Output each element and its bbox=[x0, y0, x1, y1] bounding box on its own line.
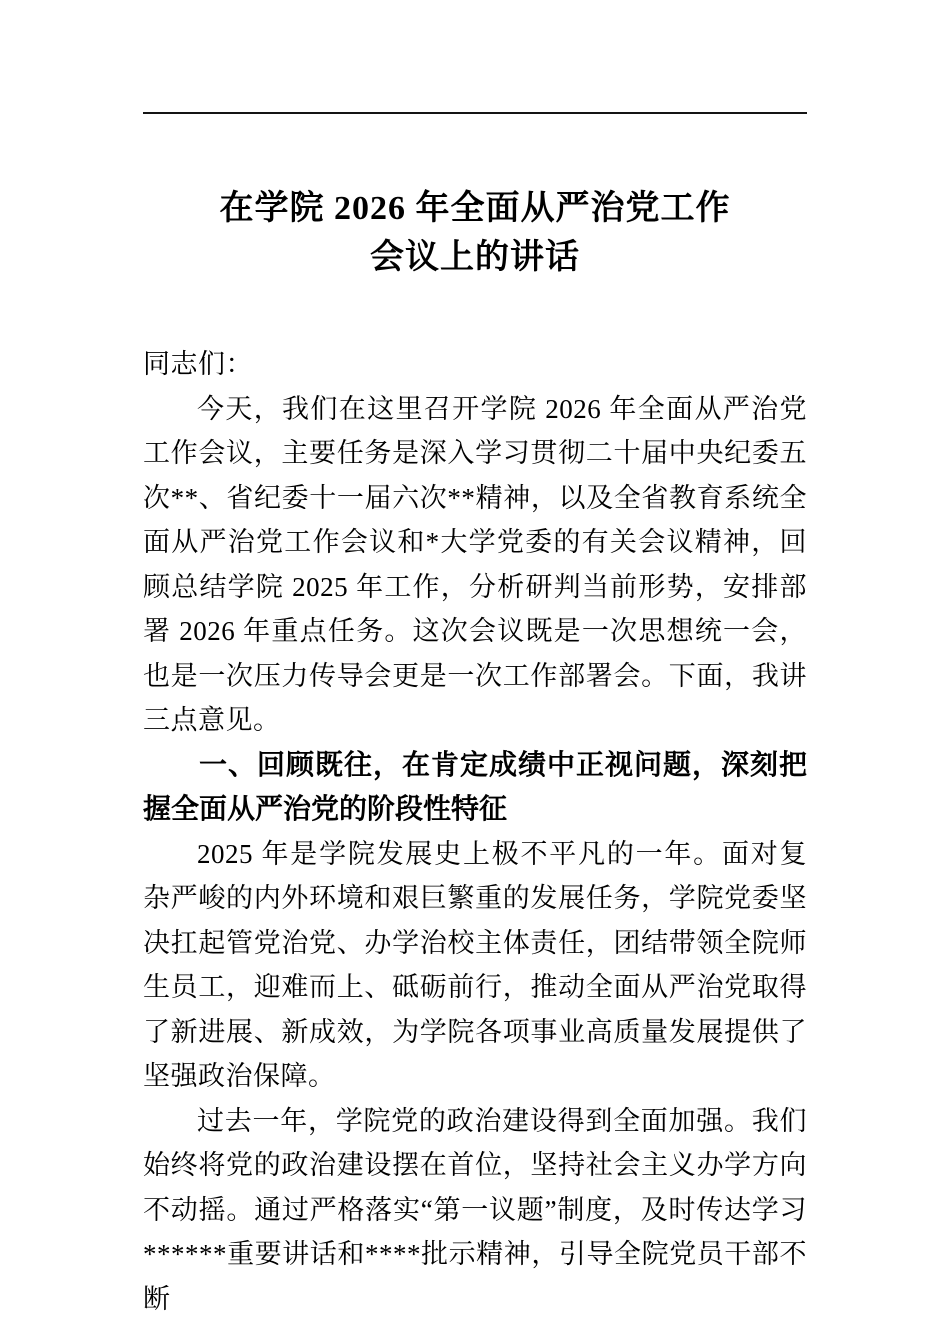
paragraph-intro: 今天，我们在这里召开学院 2026 年全面从严治党工作会议，主要任务是深入学习贯彻二十届中央纪委五次**、省纪委十一届六次**精神，以及全省教育系统全面从严治党工作会议和*大学党委的有关会议精神，回顾总结学院 2025 年工作，分析研判当前形势，安排部署 2026 年重点任务。这次会议既是一次思想统一会，也是一次压力传导会更是一次工作部署会。下面，我讲三点意见。 bbox=[143, 393, 807, 735]
document-body bbox=[143, 342, 807, 1321]
document-title-line-1: 在学院 2026 年全面从严治党工作 bbox=[219, 190, 731, 227]
document-content bbox=[143, 112, 807, 1321]
salutation: 同志们： bbox=[143, 349, 253, 379]
paragraph-political: 过去一年，学院党的政治建设得到全面加强。我们始终将党的政治建设摆在首位，坚持社会主义办学方向不动摇。通过严格落实“第一议题”制度，及时传达学习******重要讲话和****批示精神，引导全院党员干部不断 bbox=[143, 1105, 807, 1314]
section-heading-1: 一、回顾既往，在肯定成绩中正视问题，深刻把握全面从严治党的阶段性特征 bbox=[143, 748, 807, 824]
paragraph-review: 2025 年是学院发展史上极不平凡的一年。面对复杂严峻的内外环境和艰巨繁重的发展任务，学院党委坚决扛起管党治党、办学治校主体责任，团结带领全院师生员工，迎难而上、砥砺前行，推动全面从严治党取得了新进展、新成效，为学院各项事业高质量发展提供了坚强政治保障。 bbox=[143, 838, 807, 1091]
document-title bbox=[143, 184, 807, 282]
document-title-line-2: 会议上的讲话 bbox=[370, 239, 580, 276]
title-divider-line bbox=[143, 112, 807, 114]
